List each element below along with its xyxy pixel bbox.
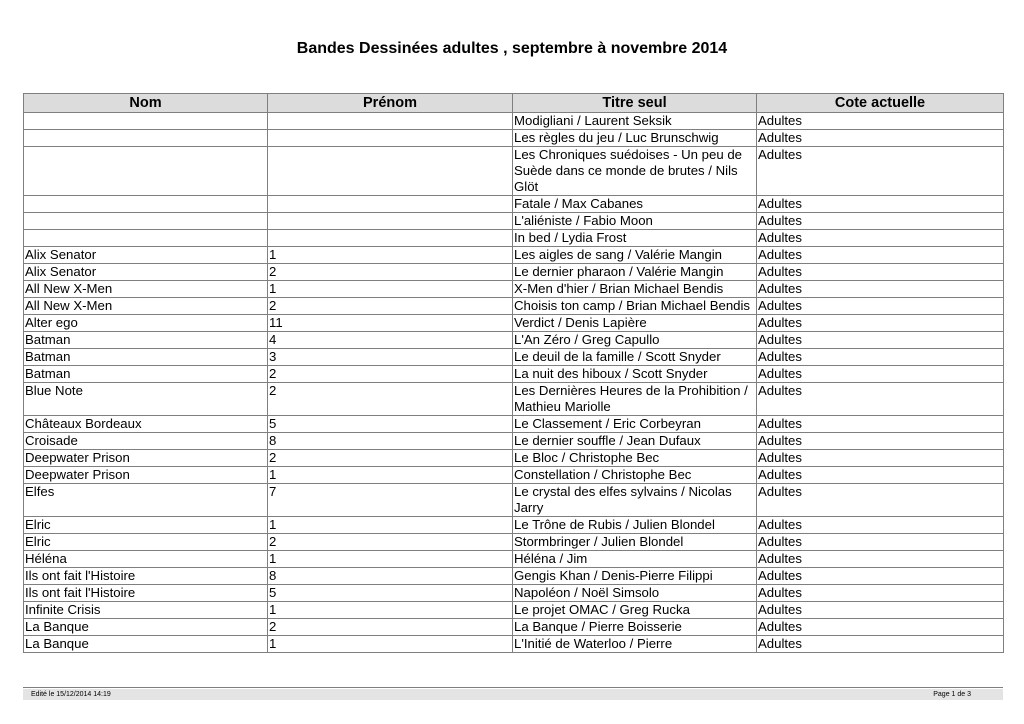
table-row: [24, 585, 1004, 602]
cell-nom: Elric: [24, 517, 268, 534]
cell-prenom: 1: [268, 517, 513, 534]
cell-nom: Alix Senator: [24, 264, 268, 281]
cell-cote: Adultes: [757, 113, 1004, 130]
cell-cote: Adultes: [757, 213, 1004, 230]
cell-titre: L'An Zéro / Greg Capullo: [513, 332, 757, 349]
cell-nom: [24, 196, 268, 213]
cell-cote: Adultes: [757, 281, 1004, 298]
cell-prenom: 3: [268, 349, 513, 366]
table-row: [24, 264, 1004, 281]
table-row: [24, 602, 1004, 619]
cell-prenom: 8: [268, 433, 513, 450]
cell-cote: Adultes: [757, 568, 1004, 585]
cell-prenom: 2: [268, 264, 513, 281]
cell-nom: Alter ego: [24, 315, 268, 332]
cell-cote: Adultes: [757, 366, 1004, 383]
cell-prenom: 2: [268, 298, 513, 315]
edited-timestamp: Edité le 15/12/2014 14:19: [31, 691, 111, 698]
cell-titre: Constellation / Christophe Bec: [513, 467, 757, 484]
cell-prenom: [268, 230, 513, 247]
cell-prenom: 5: [268, 416, 513, 433]
cell-cote: Adultes: [757, 484, 1004, 517]
cell-cote: Adultes: [757, 247, 1004, 264]
cell-nom: Blue Note: [24, 383, 268, 416]
cell-prenom: 1: [268, 602, 513, 619]
cell-cote: Adultes: [757, 315, 1004, 332]
table-row: [24, 534, 1004, 551]
cell-titre: Modigliani / Laurent Seksik: [513, 113, 757, 130]
cell-cote: Adultes: [757, 450, 1004, 467]
cell-titre: Les aigles de sang / Valérie Mangin: [513, 247, 757, 264]
cell-nom: Batman: [24, 349, 268, 366]
cell-nom: Batman: [24, 332, 268, 349]
cell-nom: Deepwater Prison: [24, 467, 268, 484]
table-row: [24, 298, 1004, 315]
table-row: [24, 247, 1004, 264]
cell-prenom: 2: [268, 366, 513, 383]
cell-titre: L'Initié de Waterloo / Pierre: [513, 636, 757, 653]
table-row: [24, 467, 1004, 484]
cell-prenom: [268, 196, 513, 213]
cell-nom: Alix Senator: [24, 247, 268, 264]
cell-cote: Adultes: [757, 534, 1004, 551]
cell-titre: La nuit des hiboux / Scott Snyder: [513, 366, 757, 383]
table-row: [24, 551, 1004, 568]
cell-titre: L'aliéniste / Fabio Moon: [513, 213, 757, 230]
column-header-titre: Titre seul: [513, 94, 757, 113]
cell-titre: Le Classement / Eric Corbeyran: [513, 416, 757, 433]
cell-prenom: 5: [268, 585, 513, 602]
cell-cote: Adultes: [757, 467, 1004, 484]
cell-nom: Elfes: [24, 484, 268, 517]
cell-titre: Fatale / Max Cabanes: [513, 196, 757, 213]
cell-nom: Elric: [24, 534, 268, 551]
column-header-prenom: Prénom: [268, 94, 513, 113]
table-row: [24, 315, 1004, 332]
cell-prenom: 2: [268, 534, 513, 551]
table-row: [24, 366, 1004, 383]
cell-prenom: 1: [268, 551, 513, 568]
table-row: [24, 517, 1004, 534]
table-row: [24, 619, 1004, 636]
cell-cote: Adultes: [757, 585, 1004, 602]
cell-cote: Adultes: [757, 230, 1004, 247]
cell-prenom: 1: [268, 281, 513, 298]
table-body: [24, 113, 1004, 653]
cell-cote: Adultes: [757, 332, 1004, 349]
cell-nom: All New X-Men: [24, 281, 268, 298]
page-footer: [23, 689, 1003, 700]
cell-titre: Stormbringer / Julien Blondel: [513, 534, 757, 551]
cell-titre: Les Dernières Heures de la Prohibition / Mathieu Mariolle: [513, 383, 757, 416]
table-row: [24, 213, 1004, 230]
cell-nom: Ils ont fait l'Histoire: [24, 585, 268, 602]
cell-titre: Le crystal des elfes sylvains / Nicolas Jarry: [513, 484, 757, 517]
cell-nom: All New X-Men: [24, 298, 268, 315]
table-row: [24, 113, 1004, 130]
table-row: [24, 484, 1004, 517]
cell-titre: Le dernier pharaon / Valérie Mangin: [513, 264, 757, 281]
cell-cote: Adultes: [757, 416, 1004, 433]
cell-prenom: 2: [268, 383, 513, 416]
cell-titre: Le Bloc / Christophe Bec: [513, 450, 757, 467]
cell-cote: Adultes: [757, 433, 1004, 450]
page-title: Bandes Dessinées adultes , septembre à novembre 2014: [296, 40, 728, 57]
cell-prenom: 2: [268, 619, 513, 636]
cell-titre: Le Trône de Rubis / Julien Blondel: [513, 517, 757, 534]
table-row: [24, 332, 1004, 349]
cell-prenom: [268, 213, 513, 230]
table-row: [24, 349, 1004, 366]
cell-titre: Les Chroniques suédoises - Un peu de Suède dans ce monde de brutes / Nils Glöt: [513, 147, 757, 196]
column-header-cote: Cote actuelle: [757, 94, 1004, 113]
page-number: Page 1 de 3: [933, 691, 971, 698]
table-header-row: [24, 94, 1004, 113]
cell-titre: Le dernier souffle / Jean Dufaux: [513, 433, 757, 450]
cell-cote: Adultes: [757, 517, 1004, 534]
cell-cote: Adultes: [757, 147, 1004, 196]
cell-nom: Héléna: [24, 551, 268, 568]
cell-cote: Adultes: [757, 196, 1004, 213]
cell-nom: Deepwater Prison: [24, 450, 268, 467]
cell-titre: Le deuil de la famille / Scott Snyder: [513, 349, 757, 366]
cell-cote: Adultes: [757, 298, 1004, 315]
table-row: [24, 130, 1004, 147]
cell-cote: Adultes: [757, 619, 1004, 636]
cell-cote: Adultes: [757, 551, 1004, 568]
books-table: [23, 93, 1004, 653]
cell-prenom: 4: [268, 332, 513, 349]
table-row: [24, 636, 1004, 653]
table-row: [24, 433, 1004, 450]
cell-cote: Adultes: [757, 349, 1004, 366]
table-bottom-border: [23, 687, 1003, 688]
cell-titre: X-Men d'hier / Brian Michael Bendis: [513, 281, 757, 298]
cell-nom: [24, 113, 268, 130]
cell-prenom: 7: [268, 484, 513, 517]
cell-nom: Batman: [24, 366, 268, 383]
cell-titre: Verdict / Denis Lapière: [513, 315, 757, 332]
cell-prenom: 1: [268, 636, 513, 653]
cell-titre: Choisis ton camp / Brian Michael Bendis: [513, 298, 757, 315]
table-row: [24, 281, 1004, 298]
cell-titre: Gengis Khan / Denis-Pierre Filippi: [513, 568, 757, 585]
cell-titre: Le projet OMAC / Greg Rucka: [513, 602, 757, 619]
cell-cote: Adultes: [757, 264, 1004, 281]
cell-nom: Châteaux Bordeaux: [24, 416, 268, 433]
table-row: [24, 230, 1004, 247]
cell-titre: Napoléon / Noël Simsolo: [513, 585, 757, 602]
cell-nom: Croisade: [24, 433, 268, 450]
cell-nom: Ils ont fait l'Histoire: [24, 568, 268, 585]
cell-titre: La Banque / Pierre Boisserie: [513, 619, 757, 636]
table-row: [24, 568, 1004, 585]
cell-prenom: 11: [268, 315, 513, 332]
table-row: [24, 147, 1004, 196]
cell-nom: [24, 230, 268, 247]
cell-prenom: [268, 130, 513, 147]
cell-prenom: 1: [268, 467, 513, 484]
cell-prenom: 8: [268, 568, 513, 585]
cell-nom: La Banque: [24, 636, 268, 653]
cell-prenom: [268, 147, 513, 196]
cell-nom: [24, 213, 268, 230]
cell-cote: Adultes: [757, 602, 1004, 619]
cell-prenom: 1: [268, 247, 513, 264]
cell-cote: Adultes: [757, 130, 1004, 147]
cell-nom: [24, 130, 268, 147]
cell-prenom: 2: [268, 450, 513, 467]
cell-titre: In bed / Lydia Frost: [513, 230, 757, 247]
cell-prenom: [268, 113, 513, 130]
table-row: [24, 416, 1004, 433]
table-row: [24, 196, 1004, 213]
cell-nom: Infinite Crisis: [24, 602, 268, 619]
column-header-nom: Nom: [24, 94, 268, 113]
table-row: [24, 383, 1004, 416]
cell-cote: Adultes: [757, 383, 1004, 416]
cell-titre: Les règles du jeu / Luc Brunschwig: [513, 130, 757, 147]
cell-titre: Héléna / Jim: [513, 551, 757, 568]
cell-nom: La Banque: [24, 619, 268, 636]
cell-nom: [24, 147, 268, 196]
cell-cote: Adultes: [757, 636, 1004, 653]
table-row: [24, 450, 1004, 467]
